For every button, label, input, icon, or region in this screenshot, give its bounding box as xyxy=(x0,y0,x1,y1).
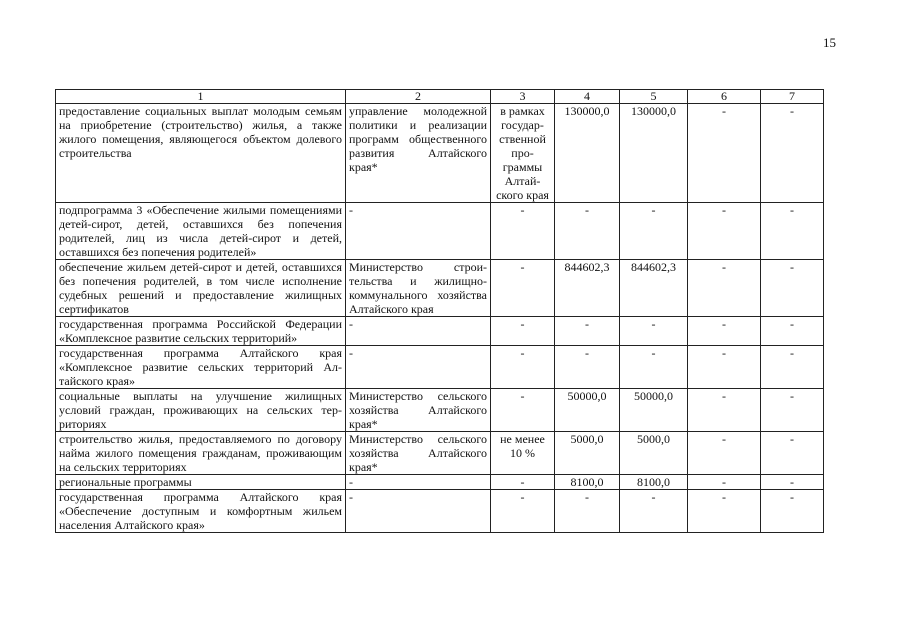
regional-budget-cell: 844602,3 xyxy=(620,260,688,317)
regional-budget-cell: 8100,0 xyxy=(620,475,688,490)
federal-budget-cell: - xyxy=(688,346,761,389)
responsible-executor-cell: Министерство сельского хозяйства Алтайского края* xyxy=(346,389,491,432)
other-sources-cell: - xyxy=(761,432,824,475)
federal-budget-cell: - xyxy=(688,432,761,475)
table-row xyxy=(56,317,824,346)
table-body xyxy=(56,90,824,533)
table-row xyxy=(56,490,824,533)
regional-budget-cell: - xyxy=(620,317,688,346)
table-row xyxy=(56,203,824,260)
total-amount-cell: - xyxy=(555,346,620,389)
federal-budget-cell: - xyxy=(688,475,761,490)
responsible-executor-cell: Министерство строительства и жилищно-коммунального хозяйства Алтайского края xyxy=(346,260,491,317)
other-sources-cell: - xyxy=(761,389,824,432)
event-name-cell: государственная программа Алтайского края «Обеспечение доступным и комфортным жильем населения Алтайского края» xyxy=(56,490,346,533)
column-header: 3 xyxy=(491,90,555,104)
federal-budget-cell: - xyxy=(688,260,761,317)
other-sources-cell: - xyxy=(761,104,824,203)
total-amount-cell: 50000,0 xyxy=(555,389,620,432)
responsible-executor-cell: - xyxy=(346,203,491,260)
funding-condition-cell: - xyxy=(491,317,555,346)
total-amount-cell: 130000,0 xyxy=(555,104,620,203)
responsible-executor-cell: - xyxy=(346,317,491,346)
funding-condition-cell: - xyxy=(491,389,555,432)
event-name-cell: государственная программа Алтайского края «Комплексное развитие сельских территорий Алтайского края» xyxy=(56,346,346,389)
total-amount-cell: 844602,3 xyxy=(555,260,620,317)
column-header: 6 xyxy=(688,90,761,104)
responsible-executor-cell: управление молодежной политики и реализации программ общественного развития Алтайского края* xyxy=(346,104,491,203)
funding-condition-cell: - xyxy=(491,260,555,317)
other-sources-cell: - xyxy=(761,490,824,533)
other-sources-cell: - xyxy=(761,203,824,260)
regional-budget-cell: 5000,0 xyxy=(620,432,688,475)
total-amount-cell: 8100,0 xyxy=(555,475,620,490)
total-amount-cell: 5000,0 xyxy=(555,432,620,475)
other-sources-cell: - xyxy=(761,260,824,317)
table-row xyxy=(56,432,824,475)
funding-condition-cell: - xyxy=(491,490,555,533)
total-amount-cell: - xyxy=(555,490,620,533)
federal-budget-cell: - xyxy=(688,203,761,260)
regional-budget-cell: - xyxy=(620,203,688,260)
responsible-executor-cell: - xyxy=(346,346,491,389)
funding-condition-cell: не менее 10 % xyxy=(491,432,555,475)
other-sources-cell: - xyxy=(761,317,824,346)
table-row xyxy=(56,475,824,490)
federal-budget-cell: - xyxy=(688,317,761,346)
event-name-cell: подпрограмма 3 «Обеспечение жилыми помещениями детей-сирот, детей, оставшихся без попечения родителей, лиц из числа детей-сирот и детей, оставшихся без попечения родителей» xyxy=(56,203,346,260)
responsible-executor-cell: - xyxy=(346,475,491,490)
event-name-cell: социальные выплаты на улучшение жилищных условий граждан, проживающих на сельских территориях xyxy=(56,389,346,432)
table-row xyxy=(56,104,824,203)
funding-condition-cell: - xyxy=(491,475,555,490)
funding-condition-cell: в рамках государственной программы Алтайского края xyxy=(491,104,555,203)
table-row xyxy=(56,260,824,317)
column-header: 1 xyxy=(56,90,346,104)
column-header: 2 xyxy=(346,90,491,104)
federal-budget-cell: - xyxy=(688,104,761,203)
column-header: 5 xyxy=(620,90,688,104)
event-name-cell: государственная программа Российской Федерации «Комплексное развитие сельских территорий» xyxy=(56,317,346,346)
column-header: 7 xyxy=(761,90,824,104)
event-name-cell: предоставление социальных выплат молодым семьям на приобретение (строительство) жилья, а также жилого помещения, являющегося объектом долевого строительства xyxy=(56,104,346,203)
responsible-executor-cell: Министерство сельского хозяйства Алтайского края* xyxy=(346,432,491,475)
funding-condition-cell: - xyxy=(491,203,555,260)
federal-budget-cell: - xyxy=(688,389,761,432)
event-name-cell: строительство жилья, предоставляемого по договору найма жилого помещения гражданам, проживающим на сельских территориях xyxy=(56,432,346,475)
regional-budget-cell: 50000,0 xyxy=(620,389,688,432)
federal-budget-cell: - xyxy=(688,490,761,533)
column-header: 4 xyxy=(555,90,620,104)
page-number: 15 xyxy=(823,35,836,50)
table-row xyxy=(56,389,824,432)
other-sources-cell: - xyxy=(761,346,824,389)
table-header-row xyxy=(56,90,824,104)
table-row xyxy=(56,346,824,389)
regional-budget-cell: - xyxy=(620,490,688,533)
total-amount-cell: - xyxy=(555,317,620,346)
event-name-cell: обеспечение жильем детей-сирот и детей, оставшихся без попечения родителей, в том числе исполнение судебных решений и предоставление жилищных сертификатов xyxy=(56,260,346,317)
other-sources-cell: - xyxy=(761,475,824,490)
event-name-cell: региональные программы xyxy=(56,475,346,490)
responsible-executor-cell: - xyxy=(346,490,491,533)
total-amount-cell: - xyxy=(555,203,620,260)
regional-budget-cell: - xyxy=(620,346,688,389)
funding-condition-cell: - xyxy=(491,346,555,389)
regional-budget-cell: 130000,0 xyxy=(620,104,688,203)
program-funding-table xyxy=(55,89,824,533)
